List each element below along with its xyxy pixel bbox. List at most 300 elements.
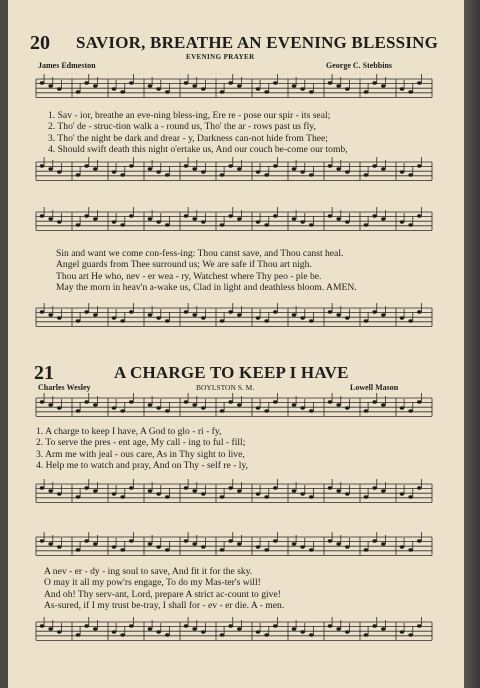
note (273, 400, 278, 403)
note (201, 406, 206, 409)
note (372, 486, 377, 489)
note (120, 319, 125, 322)
note (336, 84, 341, 87)
note (273, 81, 278, 84)
note (156, 87, 161, 90)
note (336, 403, 341, 406)
note (40, 539, 45, 542)
note (112, 492, 117, 495)
note (201, 545, 206, 548)
note (300, 545, 305, 548)
note (93, 313, 98, 316)
note (84, 539, 89, 542)
verse-line: As-sured, if I my trust be-tray, I shall for - ev - er die. A - men. (44, 599, 285, 611)
note (300, 170, 305, 173)
note (76, 319, 81, 322)
note (76, 495, 81, 498)
note (148, 313, 153, 316)
note (228, 539, 233, 542)
note (220, 223, 225, 226)
note (273, 539, 278, 542)
note (129, 81, 134, 84)
note (345, 492, 350, 495)
note (309, 90, 314, 93)
note (76, 548, 81, 551)
hymn-21-music-by: Lowell Mason (350, 383, 399, 392)
note (364, 633, 369, 636)
note (264, 223, 269, 226)
note (417, 81, 422, 84)
note (40, 81, 45, 84)
note (228, 81, 233, 84)
note (156, 492, 161, 495)
note (57, 170, 62, 173)
book-edge (464, 0, 480, 688)
note (148, 167, 153, 170)
note (184, 400, 189, 403)
note (292, 489, 297, 492)
note (408, 548, 413, 551)
note (129, 624, 134, 627)
note (40, 486, 45, 489)
note (76, 223, 81, 226)
note (408, 633, 413, 636)
note (84, 214, 89, 217)
note (292, 167, 297, 170)
note (48, 84, 53, 87)
note (309, 223, 314, 226)
note (364, 495, 369, 498)
note (228, 164, 233, 167)
note (48, 489, 53, 492)
verse-line: 1. A charge to keep I have, A God to glo - ri - fy, (36, 426, 222, 437)
note (129, 486, 134, 489)
hymn-20-music-by: George C. Stebbins (326, 61, 392, 70)
note (156, 545, 161, 548)
note (184, 214, 189, 217)
note (237, 217, 242, 220)
note (364, 90, 369, 93)
note (345, 406, 350, 409)
note (400, 545, 405, 548)
note (345, 545, 350, 548)
verse-line: 4. Should swift death this night o'ertake us, And our couch be-come our tomb, (48, 143, 348, 155)
note (292, 313, 297, 316)
note (220, 548, 225, 551)
note (372, 400, 377, 403)
note (309, 495, 314, 498)
note (309, 633, 314, 636)
hymn-21-verses-line2 (44, 566, 284, 611)
note (120, 409, 125, 412)
note (309, 173, 314, 176)
note (48, 403, 53, 406)
note (148, 489, 153, 492)
note (184, 164, 189, 167)
note (328, 81, 333, 84)
note (328, 214, 333, 217)
note (256, 545, 261, 548)
note (300, 492, 305, 495)
note (237, 627, 242, 630)
note (93, 167, 98, 170)
hymn-20-number: 20 (30, 32, 50, 54)
note (93, 627, 98, 630)
staff (36, 207, 432, 230)
hymn-21-title: A CHARGE TO KEEP I HAVE (114, 363, 349, 382)
hymn-21-verses-line1 (36, 426, 248, 471)
note (93, 542, 98, 545)
note (165, 633, 170, 636)
note (165, 495, 170, 498)
note (112, 316, 117, 319)
note (148, 627, 153, 630)
note (165, 319, 170, 322)
note (256, 87, 261, 90)
note (336, 313, 341, 316)
verse-line: 1. Sav - ior, breathe an eve-ning bless-ing, Ere re - pose our spir - its seal; (48, 110, 331, 121)
note (40, 400, 45, 403)
note (148, 542, 153, 545)
note (220, 90, 225, 93)
hymn-20-verses-line2 (56, 248, 357, 293)
note (273, 214, 278, 217)
note (292, 542, 297, 545)
note (264, 173, 269, 176)
note (336, 167, 341, 170)
note (57, 316, 62, 319)
note (408, 409, 413, 412)
note (417, 539, 422, 542)
note (57, 406, 62, 409)
note (381, 167, 386, 170)
note (364, 173, 369, 176)
note (364, 223, 369, 226)
note (220, 173, 225, 176)
note (40, 624, 45, 627)
note (237, 403, 242, 406)
note (201, 316, 206, 319)
note (165, 223, 170, 226)
note (256, 220, 261, 223)
note (345, 316, 350, 319)
note (93, 217, 98, 220)
note (148, 217, 153, 220)
note (84, 624, 89, 627)
note (156, 220, 161, 223)
note (84, 310, 89, 313)
note (48, 217, 53, 220)
note (300, 316, 305, 319)
staff (36, 479, 432, 502)
verse-line: Thou art He who, nev - er wea - ry, Watchest where Thy peo - ple be. (56, 270, 322, 282)
note (84, 81, 89, 84)
note (345, 630, 350, 633)
note (256, 630, 261, 633)
note (93, 403, 98, 406)
note (201, 492, 206, 495)
note (184, 81, 189, 84)
note (192, 489, 197, 492)
note (57, 220, 62, 223)
note (372, 164, 377, 167)
verse-line: 3. Arm me with jeal - ous care, As in Thy sight to live, (36, 448, 245, 460)
note (48, 542, 53, 545)
note (148, 84, 153, 87)
hymn-21-words-by: Charles Wesley (38, 383, 91, 392)
note (264, 319, 269, 322)
note (165, 90, 170, 93)
note (228, 400, 233, 403)
note (300, 406, 305, 409)
note (220, 319, 225, 322)
note (120, 548, 125, 551)
note (120, 90, 125, 93)
verse-line: 2. Tho' de - struc-tion walk a - round us, Tho' the ar - rows past us fly, (48, 121, 316, 133)
note (381, 489, 386, 492)
note (400, 492, 405, 495)
note (345, 87, 350, 90)
note (336, 489, 341, 492)
note (273, 310, 278, 313)
note (220, 409, 225, 412)
note (192, 627, 197, 630)
note (201, 87, 206, 90)
note (400, 170, 405, 173)
note (408, 319, 413, 322)
note (76, 90, 81, 93)
note (184, 310, 189, 313)
note (292, 403, 297, 406)
note (417, 624, 422, 627)
note (165, 548, 170, 551)
note (328, 486, 333, 489)
hymn-20-title: SAVIOR, BREATHE AN EVENING BLESSING (76, 33, 439, 52)
note (256, 406, 261, 409)
note (57, 87, 62, 90)
verse-line: 4. Help me to watch and pray, And on Thy - self re - ly, (36, 459, 248, 471)
verse-line: O may it all my pow'rs engage, To do my Mas-ter's will! (44, 577, 261, 589)
note (336, 217, 341, 220)
hymn-21-tune: BOYLSTON S. M. (196, 383, 255, 392)
note (112, 87, 117, 90)
note (192, 313, 197, 316)
note (345, 170, 350, 173)
note (408, 223, 413, 226)
staff (36, 532, 432, 555)
note (372, 539, 377, 542)
note (264, 633, 269, 636)
note (336, 542, 341, 545)
note (112, 630, 117, 633)
note (417, 214, 422, 217)
note (201, 220, 206, 223)
note (372, 624, 377, 627)
note (184, 486, 189, 489)
note (400, 406, 405, 409)
note (40, 164, 45, 167)
note (381, 217, 386, 220)
note (156, 170, 161, 173)
note (345, 220, 350, 223)
hymn-20-words-by: James Edmeston (38, 61, 96, 70)
note (417, 310, 422, 313)
note (381, 542, 386, 545)
note (292, 84, 297, 87)
note (237, 489, 242, 492)
note (93, 489, 98, 492)
note (417, 400, 422, 403)
note (417, 164, 422, 167)
note (129, 164, 134, 167)
note (364, 319, 369, 322)
note (93, 84, 98, 87)
note (156, 316, 161, 319)
note (228, 486, 233, 489)
note (381, 627, 386, 630)
note (408, 495, 413, 498)
note (184, 624, 189, 627)
note (201, 170, 206, 173)
note (228, 214, 233, 217)
note (336, 627, 341, 630)
note (364, 548, 369, 551)
note (264, 90, 269, 93)
note (417, 486, 422, 489)
verse-line: And oh! Thy serv-ant, Lord, prepare A strict ac-count to give! (44, 588, 281, 600)
note (192, 542, 197, 545)
note (309, 319, 314, 322)
note (292, 217, 297, 220)
staff (36, 617, 432, 640)
note (57, 492, 62, 495)
note (237, 542, 242, 545)
note (228, 310, 233, 313)
note (328, 539, 333, 542)
note (273, 164, 278, 167)
note (192, 84, 197, 87)
note (300, 87, 305, 90)
note (192, 403, 197, 406)
note (129, 539, 134, 542)
note (328, 164, 333, 167)
note (76, 173, 81, 176)
hymnal-page (8, 0, 464, 688)
note (237, 167, 242, 170)
note (129, 214, 134, 217)
note (400, 87, 405, 90)
note (148, 403, 153, 406)
note (220, 495, 225, 498)
note (237, 84, 242, 87)
note (40, 310, 45, 313)
note (48, 313, 53, 316)
note (57, 545, 62, 548)
verse-line: 3. Tho' the night be dark and drear - y, Darkness can-not hide from Thee; (48, 132, 328, 144)
note (112, 170, 117, 173)
note (273, 624, 278, 627)
note (381, 84, 386, 87)
note (328, 310, 333, 313)
note (300, 220, 305, 223)
note (84, 486, 89, 489)
note (372, 81, 377, 84)
verse-line: 2. To serve the pres - ent age, My call - ing to ful - fill; (36, 437, 246, 449)
note (165, 409, 170, 412)
note (165, 173, 170, 176)
note (220, 633, 225, 636)
note (309, 409, 314, 412)
note (292, 627, 297, 630)
note (256, 170, 261, 173)
note (372, 310, 377, 313)
staff (36, 303, 432, 326)
note (256, 316, 261, 319)
note (256, 492, 261, 495)
note (381, 403, 386, 406)
note (237, 313, 242, 316)
note (112, 545, 117, 548)
note (156, 630, 161, 633)
note (156, 406, 161, 409)
note (400, 220, 405, 223)
note (129, 310, 134, 313)
note (273, 486, 278, 489)
note (309, 548, 314, 551)
note (400, 316, 405, 319)
note (192, 217, 197, 220)
note (408, 173, 413, 176)
staff (36, 393, 432, 416)
note (192, 167, 197, 170)
note (328, 624, 333, 627)
note (264, 495, 269, 498)
note (372, 214, 377, 217)
note (184, 539, 189, 542)
verse-line: Angel guards from Thee surround us; We are safe if Thou art nigh. (56, 259, 312, 271)
note (120, 223, 125, 226)
note (120, 633, 125, 636)
note (264, 548, 269, 551)
note (40, 214, 45, 217)
note (48, 167, 53, 170)
note (84, 164, 89, 167)
note (112, 220, 117, 223)
note (84, 400, 89, 403)
note (201, 630, 206, 633)
note (120, 173, 125, 176)
note (264, 409, 269, 412)
hymn-20-verses-line1 (48, 110, 348, 155)
note (408, 90, 413, 93)
verse-line: A nev - er - dy - ing soul to save, And fit it for the sky. (44, 566, 253, 577)
staff (36, 157, 432, 180)
note (328, 400, 333, 403)
note (381, 313, 386, 316)
note (76, 409, 81, 412)
note (400, 630, 405, 633)
note (76, 633, 81, 636)
hymn-21-number: 21 (34, 362, 54, 384)
note (364, 409, 369, 412)
note (112, 406, 117, 409)
verse-line: Sin and want we come con-fess-ing: Thou canst save, and Thou canst heal. (56, 248, 344, 259)
note (48, 627, 53, 630)
note (120, 495, 125, 498)
verse-line: May the morn in heav'n a-wake us, Clad in light and deathless bloom. AMEN. (56, 281, 357, 293)
note (57, 630, 62, 633)
staff (36, 74, 432, 97)
